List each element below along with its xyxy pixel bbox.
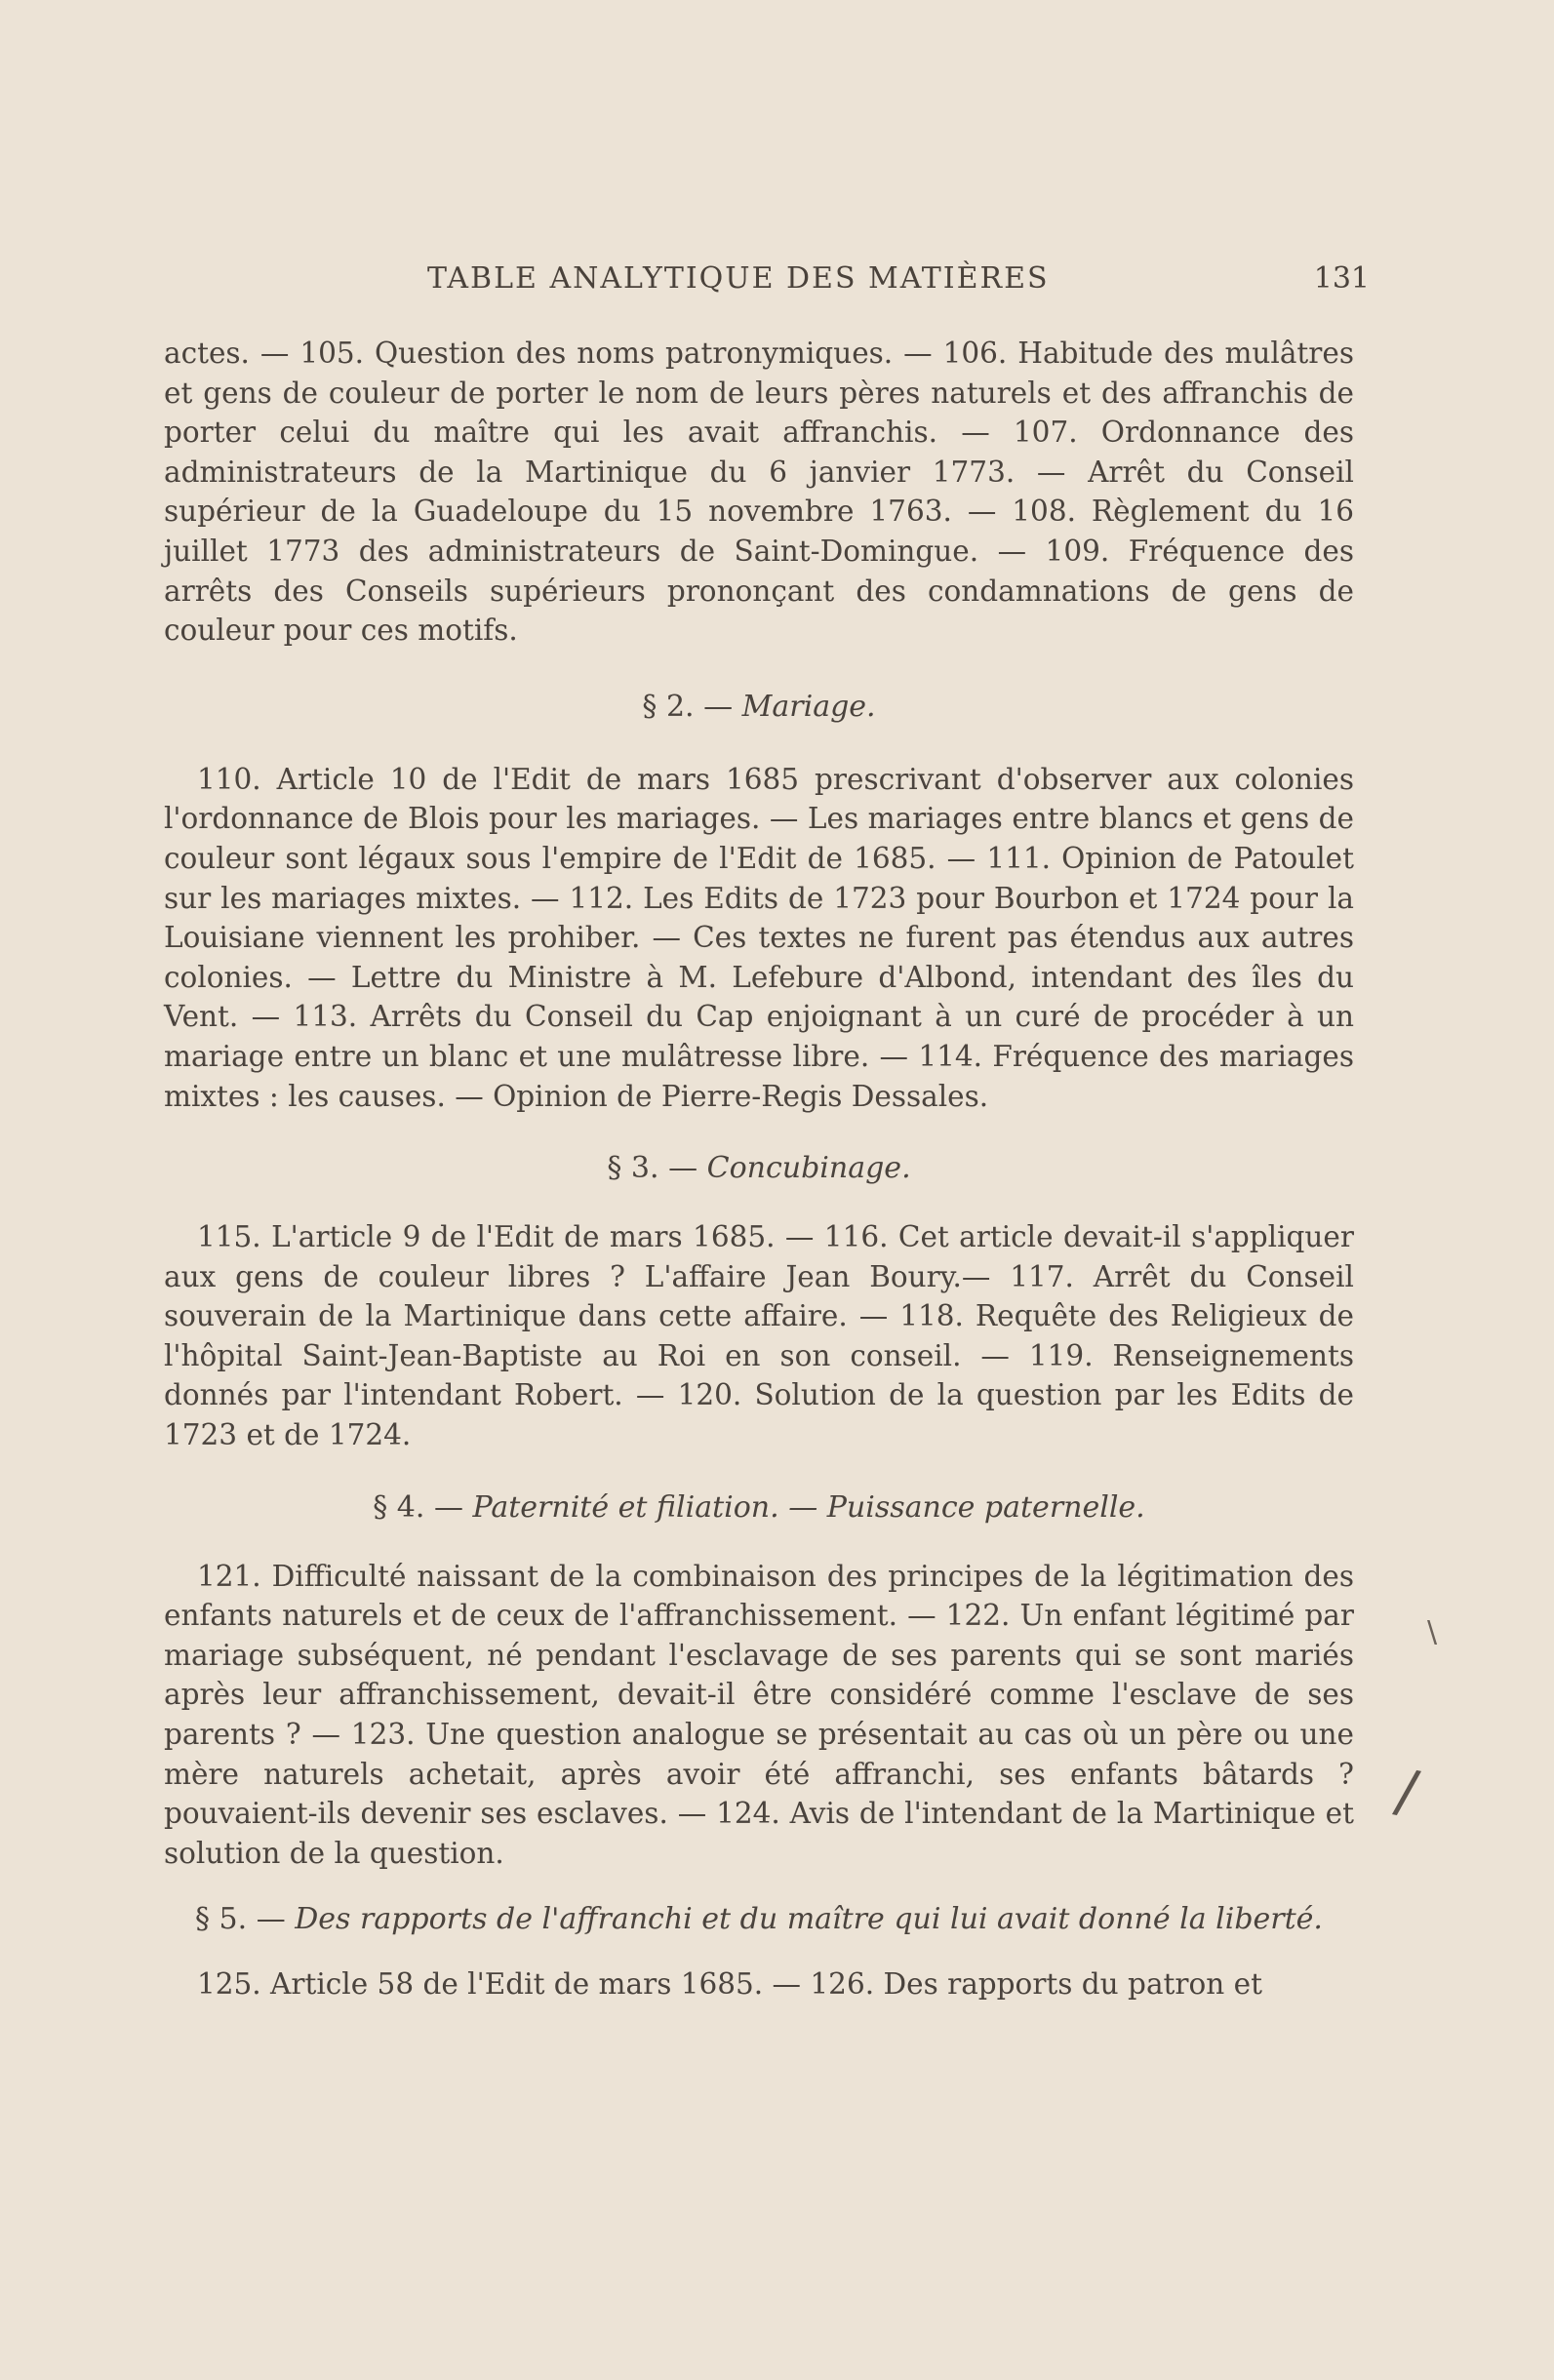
section-heading-mariage [164,688,1354,727]
section-paragraph-mariage: 110. Article 10 de l'Edit de mars 1685 prescrivant d'observer aux colonies l'ordonnance de Blois pour les mariages. — Les mariages entre blancs et gens de couleur sont légaux sous l'empire de l'Edit de 1685. — 111. Opinion de Patoulet sur les mariages mixtes. — 112. Les Edits de 1723 pour Bourbon et 1724 pour la Louisiane viennent les prohiber. — Ces textes ne furent pas étendus aux autres colonies. — Lettre du Ministre à M. Lefebure d'Albond, intendant des îles du Vent. — 113. Arrêts du Conseil du Cap enjoignant à un curé de procéder à un mariage entre un blanc et une mulâtresse libre. — 114. Fréquence des mariages mixtes : les causes. — Opinion de Pierre-Regis Dessales. [164,762,1354,1113]
page-number: 131 [1313,261,1370,296]
header-title: TABLE ANALYTIQUE DES MATIÈRES [427,261,1050,296]
section-paragraph-rapports: 125. Article 58 de l'Edit de mars 1685. — 126. Des rapports du patron et [197,1967,1262,2002]
section-number: § 4. — [373,1489,463,1525]
section-paragraph-paternite: 121. Difficulté naissant de la combinaison des principes de la légitimation des enfants naturels et de ceux de l'affranchissement. — 122. Un enfant légitimé par mariage subséquent, né pendant l'esclavage de ses parents qui se sont mariés après leur affranchissement, devait-il être considéré comme l'esclave de ses parents ? — 123. Une question analogue se présentait au cas où un père ou une mère naturels achetait, après avoir été affranchi, ses enfants bâtards ? pouvaient-ils devenir ses esclaves. — 124. Avis de l'intendant de la Martinique et solution de la question. [164,1559,1354,1870]
section-title: Paternité et filiation. — Puissance paternelle. [472,1489,1145,1525]
margin-pencil-stroke: / [1389,1756,1424,1828]
section-heading-concubinage [164,1149,1354,1188]
section-heading-rapports [164,1900,1354,1939]
section-title: Mariage. [741,689,876,724]
intro-paragraph: actes. — 105. Question des noms patronymiques. — 106. Habitude des mulâtres et gens de couleur de porter le nom de leurs pères naturels et des affranchis de porter celui du maître qui les avait affranchis. — 107. Ordonnance des administrateurs de la Martinique du 6 janvier 1773. — Arrêt du Conseil supérieur de la Guadeloupe du 15 novembre 1763. — 108. Règlement du 16 juillet 1773 des administrateurs de Saint-Domingue. — 109. Fréquence des arrêts des Conseils supérieurs prononçant des condamnations de gens de couleur pour ces motifs. [164,337,1354,648]
running-header [164,261,1370,300]
section-heading-paternite [164,1488,1354,1527]
document-page [164,261,1370,2004]
section-number: § 5. — [195,1902,286,1937]
section-number: § 3. — [607,1151,698,1186]
section-paragraph-concubinage: 115. L'article 9 de l'Edit de mars 1685. — 116. Cet article devait-il s'appliquer aux gens de couleur libres ? L'affaire Jean Boury.— 117. Arrêt du Conseil souverain de la Martinique dans cette affaire. — 118. Requête des Religieux de l'hôpital Saint-Jean-Baptiste au Roi en son conseil. — 119. Renseignements donnés par l'intendant Robert. — 120. Solution de la question par les Edits de 1723 et de 1724. [164,1220,1354,1452]
section-number: § 2. — [642,689,734,724]
section-title: Concubinage. [706,1151,911,1186]
margin-pencil-mark: \ [1427,1615,1438,1649]
section-title: Des rapports de l'affranchi et du maître qui lui avait donné la liberté. [295,1902,1323,1937]
